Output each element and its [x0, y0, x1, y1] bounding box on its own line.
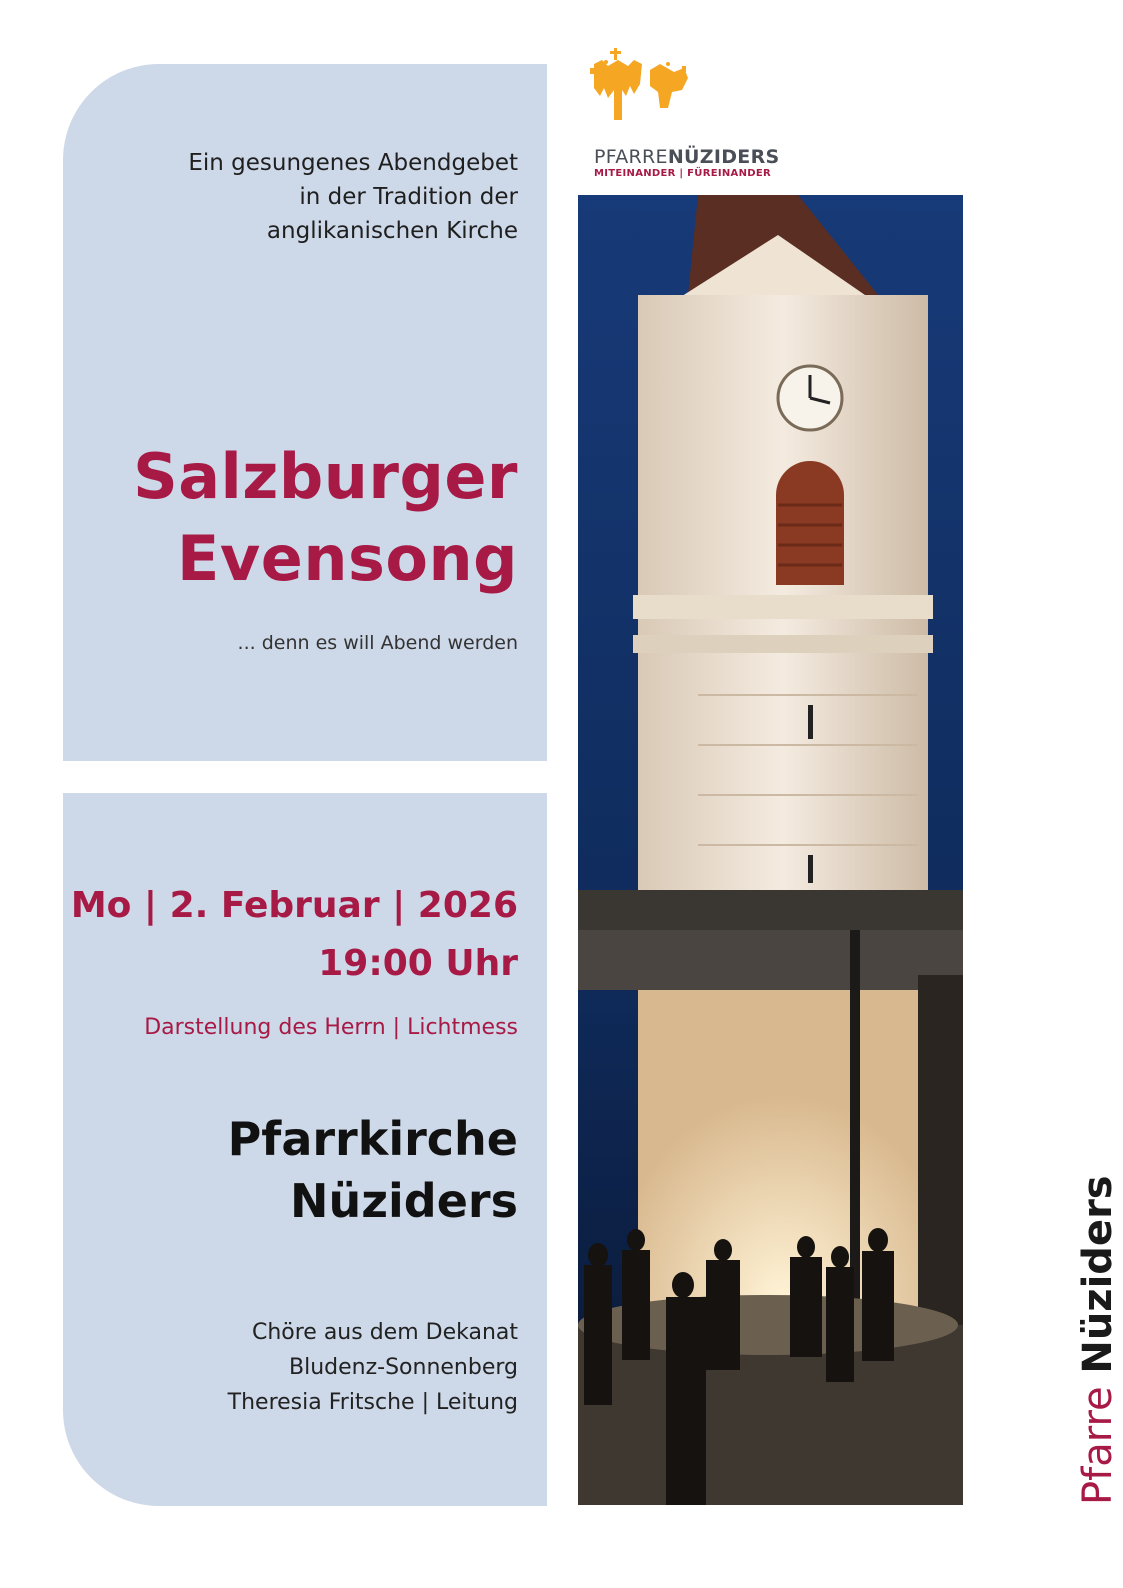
event-title [133, 436, 518, 600]
intro-line: Ein gesungenes Abendgebet [188, 150, 518, 176]
event-date [71, 877, 518, 993]
date-line: Mo | 2. Februar | 2026 [70, 885, 518, 926]
occasion: Darstellung des Herrn | Lichtmess [144, 1015, 518, 1040]
title-line: Evensong [177, 522, 518, 595]
intro-text [188, 146, 518, 248]
venue-line: Pfarrkirche [227, 1112, 518, 1166]
logo-slogan: MITEINANDER | FÜREINANDER [594, 168, 771, 179]
vertical-brand-text: Pfarre Nüziders [1075, 1175, 1121, 1505]
venue-line: Nüziders [290, 1174, 518, 1228]
title-line: Salzburger [133, 440, 518, 513]
intro-line: in der Tradition der [299, 184, 518, 210]
intro-line: anglikanischen Kirche [266, 218, 518, 244]
choirs-info [228, 1315, 518, 1420]
venue [228, 1108, 518, 1232]
tagline: ... denn es will Abend werden [237, 632, 518, 654]
logo-wordmark: PFARRENÜZIDERS [594, 146, 780, 168]
choirs-line: Bludenz-Sonnenberg [289, 1355, 518, 1380]
choirs-line: Theresia Fritsche | Leitung [227, 1390, 518, 1415]
church-tower-photo [578, 195, 963, 1505]
choirs-line: Chöre aus dem Dekanat [251, 1320, 518, 1345]
time-line: 19:00 Uhr [318, 943, 518, 984]
